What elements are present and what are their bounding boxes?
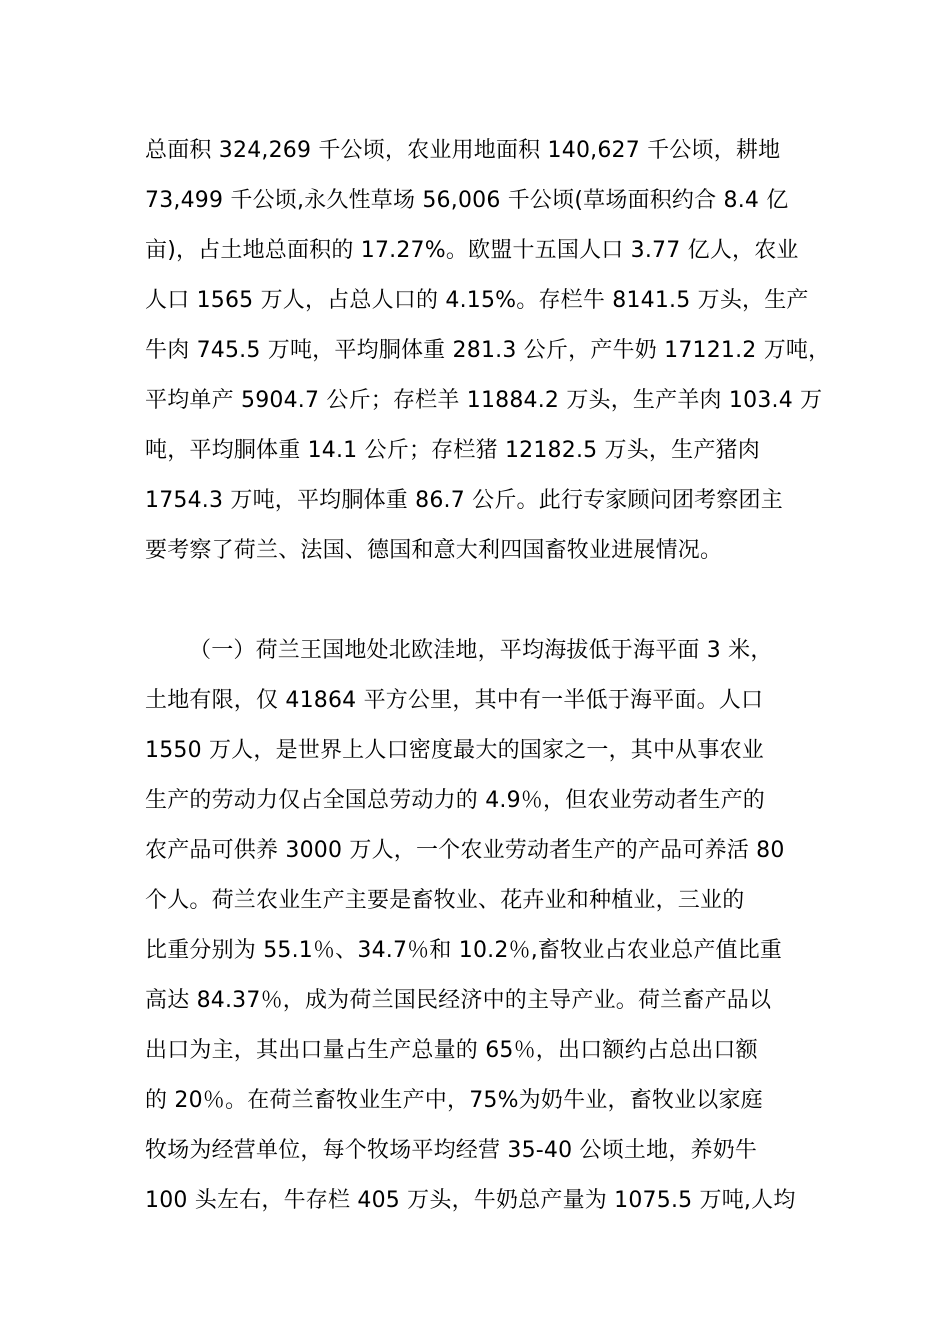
text-line: 个人。荷兰农业生产主要是畜牧业、花卉业和种植业，三业的 xyxy=(145,888,745,913)
text-line: 生产的劳动力仅占全国总劳动力的 4.9％，但农业劳动者生产的 xyxy=(145,788,765,813)
text-line: 牧场为经营单位，每个牧场平均经营 35-40 公顷土地，养奶牛 xyxy=(145,1138,758,1163)
text-line: 的 20％。在荷兰畜牧业生产中，75%为奶牛业，畜牧业以家庭 xyxy=(145,1088,763,1113)
text-line: 比重分别为 55.1％、34.7％和 10.2％,畜牧业占农业总产值比重 xyxy=(145,938,783,963)
text-line: 农产品可供养 3000 万人，一个农业劳动者生产的产品可养活 80 xyxy=(145,838,785,863)
text-line: 1754.3 万吨，平均胴体重 86.7 公斤。此行专家顾问团考察团主 xyxy=(145,488,783,513)
text-line: 100 头左右，牛存栏 405 万头，牛奶总产量为 1075.5 万吨,人均 xyxy=(145,1188,796,1213)
text-line: 牛肉 745.5 万吨，平均胴体重 281.3 公斤，产牛奶 17121.2 万吨， xyxy=(145,338,831,363)
text-line: 平均单产 5904.7 公斤；存栏羊 11884.2 万头，生产羊肉 103.4 万 xyxy=(145,388,823,413)
text-line: 总面积 324,269 千公顷，农业用地面积 140,627 千公顷，耕地 xyxy=(145,138,781,163)
text-line: 高达 84.37％，成为荷兰国民经济中的主导产业。荷兰畜产品以 xyxy=(145,988,772,1013)
text-line: 出口为主，其出口量占生产总量的 65％，出口额约占总出口额 xyxy=(145,1038,758,1063)
text-line: 1550 万人，是世界上人口密度最大的国家之一，其中从事农业 xyxy=(145,738,764,763)
text-line: （一）荷兰王国地处北欧洼地，平均海拔低于海平面 3 米， xyxy=(189,638,773,663)
text-line: 73,499 千公顷,永久性草场 56,006 千公顷(草场面积约合 8.4 亿 xyxy=(145,188,789,213)
text-line: 吨，平均胴体重 14.1 公斤；存栏猪 12182.5 万头，生产猪肉 xyxy=(145,438,760,463)
text-line: 亩)，占土地总面积的 17.27%。欧盟十五国人口 3.77 亿人，农业 xyxy=(145,238,799,263)
text-line: 人口 1565 万人，占总人口的 4.15%。存栏牛 8141.5 万头，生产 xyxy=(145,288,809,313)
text-line: 土地有限，仅 41864 平方公里，其中有一半低于海平面。人口 xyxy=(145,688,764,713)
text-line: 要考察了荷兰、法国、德国和意大利四国畜牧业进展情况。 xyxy=(145,538,723,563)
